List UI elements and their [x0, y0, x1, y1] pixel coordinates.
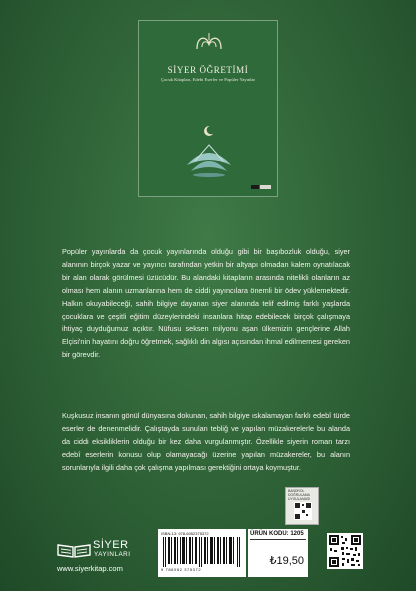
- isbn-label: ISBN-13: 978-6052375372: [161, 531, 209, 536]
- isbn-barcode: [158, 529, 246, 577]
- cover-subtitle: Çocuk Kitapları, Edebi Eserler ve Popüler Yayınlar: [160, 77, 256, 82]
- body-paragraph-2: Kuşkusuz insanın gönül dünyasına dokunan, sahih bilgiye ıskalamayan farklı edebî türde eserler de denenmelidir. Çalıştayda sunulan tebliğ ve yapılan müzakerelerle bu alanda da ciddi eksikliklerin olduğu bir kez daha vurgulanmıştır. Özellikle siyerin roman tarzı edebî eserlerin konusu olup olamayacağı üzerine yapılan müzakereler, bu alanın sorunlarıyla ilgili daha çok çalışma yapılması gerektiğini ortaya koymuştur.: [62, 411, 350, 472]
- calligraphy-logo-icon: [193, 31, 225, 53]
- front-cover-thumbnail: [138, 20, 278, 197]
- publisher-website: www.siyerkitap.com: [57, 564, 123, 573]
- price-divider: [250, 539, 306, 540]
- price-box: [248, 529, 308, 577]
- product-code: ÜRÜN KODU: 1205: [250, 531, 304, 537]
- barcode-bars-icon: [161, 537, 243, 567]
- sticker-qr-icon: [294, 502, 312, 520]
- sticker-text: BANDROL DOĞRULAMA UYGULAMASI: [288, 489, 311, 501]
- moon-emblem-icon: [181, 121, 237, 181]
- body-paragraph-1: Popüler yayınlarda da çocuk yayınlarında olduğu gibi bir başıbozluk olduğu, siyer alanının birçok yazar ve yayıncı tarafından yetkin bir altyapı olmadan kalem oynatılacak bir alan olarak görülmesi üzücüdür. Bu alandaki kitapların arasında nitelikli olanların az olması hem alanın uzmanlarına hem de ciddi yayıncılara önemli bir ödev yüklemektedir. Halkın okuyabileceği, sahih bilgiye dayanan siyer alanında telif edilmiş farklı yaşlarda çocuklara ve çeşitli eğitim düzeylerindeki insanlara hitap edebilecek birçok çalışmaya ihtiyaç duyduğumuz açıktır. Nüfusu seksen milyonu aşan ülkemizin gençlerine Allah Elçisi'nin hayatını doğru öğretmek, sağlıklı din algısı açısından ihmal edilmemesi gereken bir görevdir.: [62, 247, 350, 360]
- cover-title: SİYER ÖĞRETİMİ: [167, 65, 249, 75]
- qr-code-icon: [327, 533, 363, 569]
- banderol-sticker: [285, 487, 319, 525]
- publisher-subname: YAYINLARI: [94, 551, 131, 558]
- open-book-logo-icon: [57, 541, 91, 559]
- publisher-name: SİYER: [93, 539, 129, 551]
- barcode-digits: 9 786052 375372: [161, 567, 202, 572]
- small-book-logo-icon: [251, 184, 271, 190]
- price-value: ₺19,50: [269, 555, 304, 567]
